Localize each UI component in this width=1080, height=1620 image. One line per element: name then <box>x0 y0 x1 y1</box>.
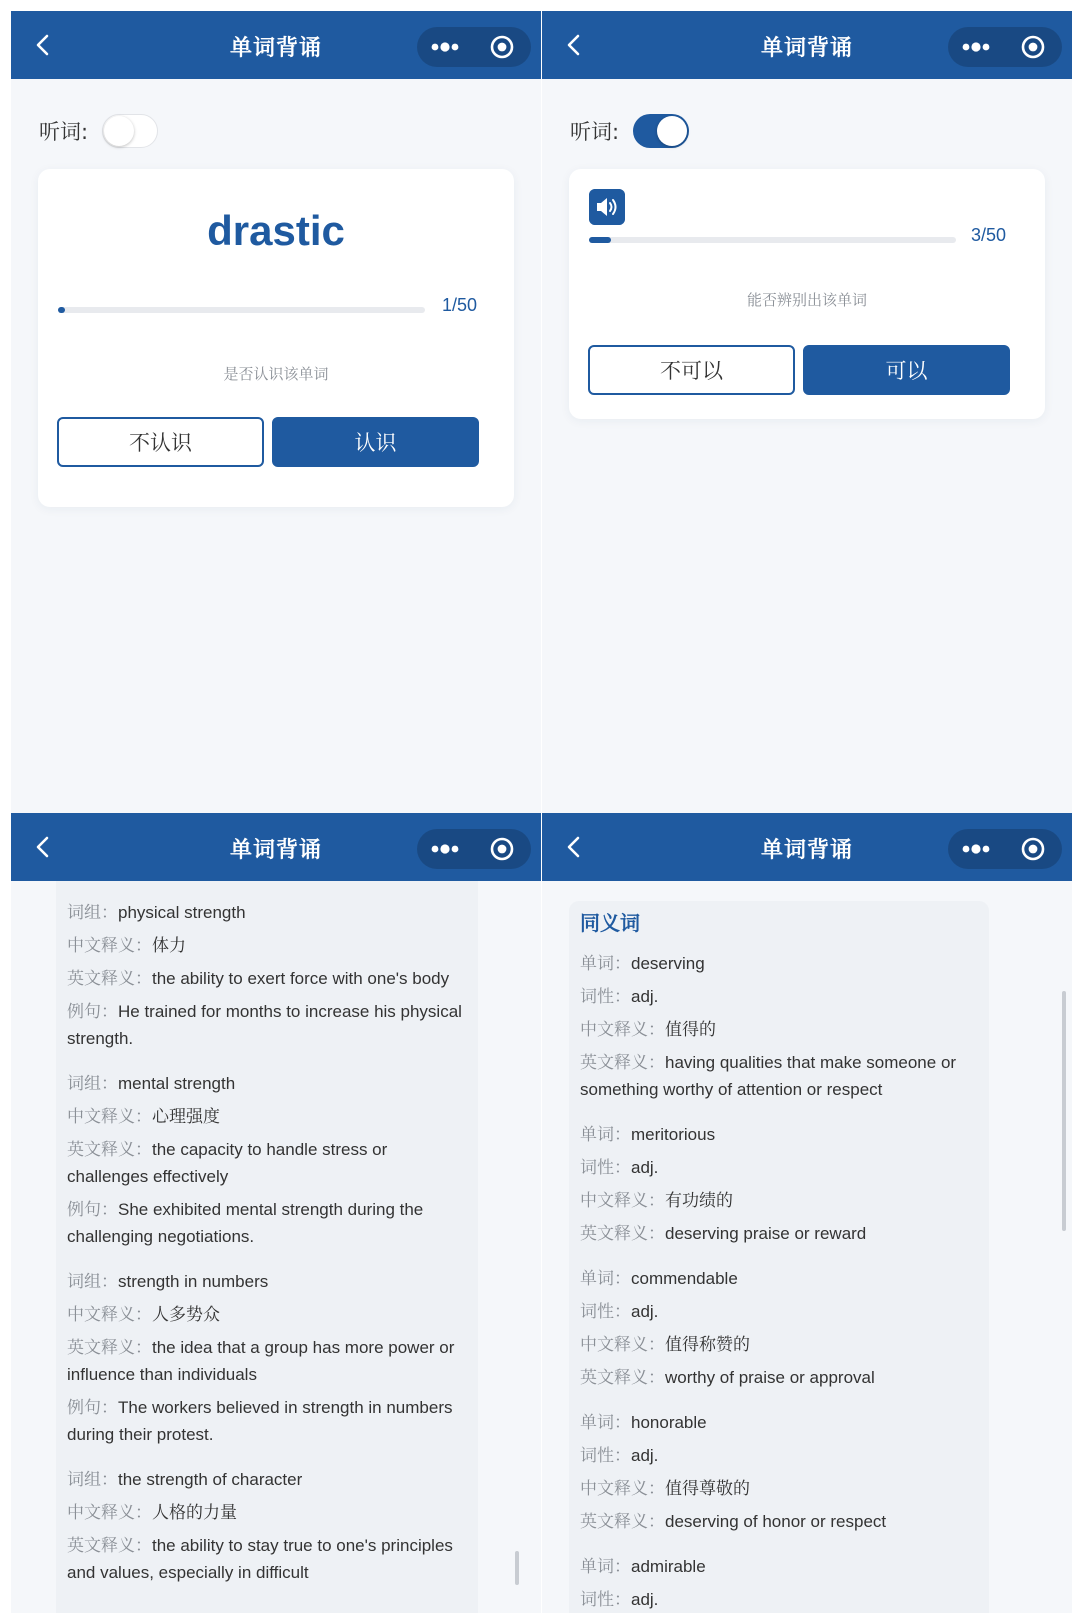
word-line: 单词：honorable <box>580 1413 707 1432</box>
screen-listening <box>542 11 1072 816</box>
en-meaning-line: 英文释义：the ability to exert force with one's body <box>67 969 450 988</box>
pos-line: 词性：adj. <box>580 1590 659 1609</box>
word-line: 单词：meritorious <box>580 1125 716 1144</box>
listen-toggle[interactable] <box>633 114 689 148</box>
question-hint: 能否辨别出该单词 <box>746 291 867 309</box>
page-title: 单词背诵 <box>229 838 322 863</box>
example-line: 例句：The workers believed in strength in numbers during their protest. <box>67 1398 453 1444</box>
screen-synonyms <box>542 813 1072 1613</box>
phrases-block <box>56 881 478 1613</box>
page-title: 单词背诵 <box>760 36 853 61</box>
phrase-item <box>67 1466 469 1586</box>
cannot-button[interactable]: 不可以 <box>588 345 795 395</box>
more-dots-icon[interactable] <box>417 27 474 67</box>
navbar <box>542 813 1072 881</box>
cn-meaning-line: 中文释义：有功绩的 <box>580 1191 733 1210</box>
phrase-list <box>67 899 469 1604</box>
synonym-item <box>580 1553 980 1613</box>
scrollbar[interactable] <box>1062 991 1066 1231</box>
cn-meaning-line: 中文释义：人格的力量 <box>67 1503 237 1522</box>
phrase-item <box>67 899 469 1052</box>
navbar <box>542 11 1072 79</box>
page-title: 单词背诵 <box>229 36 322 61</box>
en-meaning-line: 英文释义：deserving of honor or respect <box>580 1512 887 1531</box>
pos-line: 词性：adj. <box>580 1302 659 1321</box>
word-line: 单词：deserving <box>580 954 705 973</box>
progress-fill <box>58 307 65 313</box>
synonyms-block <box>569 901 989 1613</box>
screen-word-recognition <box>11 11 541 816</box>
page-title: 单词背诵 <box>760 838 853 863</box>
progress-bar <box>58 307 425 313</box>
cn-meaning-line: 中文释义：人多势众 <box>67 1305 220 1324</box>
synonym-item <box>580 1265 980 1391</box>
cn-meaning-line: 中文释义：值得的 <box>580 1020 716 1039</box>
phrases-scroll-area[interactable] <box>11 881 541 1613</box>
progress-count: 3/50 <box>971 225 1007 245</box>
screen-phrases <box>11 813 541 1613</box>
cn-meaning-line: 中文释义：体力 <box>67 936 186 955</box>
toggle-knob <box>657 116 687 146</box>
en-meaning-line: 英文释义：having qualities that make someone or something worthy of attention or respect <box>580 1053 957 1099</box>
phrase-line: 词组：the strength of character <box>67 1470 303 1489</box>
target-circle-icon[interactable] <box>474 27 531 67</box>
en-meaning-line: 英文释义：the idea that a group has more power or influence than individuals <box>67 1338 455 1384</box>
section-title: 同义词 <box>580 913 640 935</box>
phrase-line: 词组：physical strength <box>67 903 246 922</box>
pos-line: 词性：adj. <box>580 987 659 1006</box>
target-circle-icon[interactable] <box>1005 27 1062 67</box>
en-meaning-line: 英文释义：the capacity to handle stress or challenges effectively <box>67 1140 388 1186</box>
en-meaning-line: 英文释义：worthy of praise or approval <box>580 1368 875 1387</box>
listen-label: 听词: <box>39 120 89 144</box>
pos-line: 词性：adj. <box>580 1446 659 1465</box>
progress-bar <box>589 237 956 243</box>
more-dots-icon[interactable] <box>417 829 474 869</box>
phrase-item <box>67 1268 469 1448</box>
synonyms-scroll-area[interactable] <box>542 881 1072 1613</box>
toggle-knob <box>104 116 134 146</box>
synonym-item <box>580 1121 980 1247</box>
example-line: 例句：She exhibited mental strength during the challenging negotiations. <box>67 1200 424 1246</box>
mini-program-capsule <box>417 27 531 67</box>
listen-label: 听词: <box>570 120 620 144</box>
progress-fill <box>589 237 611 243</box>
known-button[interactable]: 认识 <box>272 417 479 467</box>
en-meaning-line: 英文释义：deserving praise or reward <box>580 1224 867 1243</box>
cn-meaning-line: 中文释义：值得尊敬的 <box>580 1479 750 1498</box>
synonym-item <box>580 1409 980 1535</box>
listen-toggle[interactable] <box>102 114 158 148</box>
word-text: drastic <box>207 207 345 254</box>
word-card <box>38 169 514 507</box>
cn-meaning-line: 中文释义：心理强度 <box>67 1107 220 1126</box>
example-line: 例句：He trained for months to increase his physical strength. <box>67 1002 462 1048</box>
speaker-icon[interactable] <box>589 189 625 225</box>
mini-program-capsule <box>948 829 1062 869</box>
target-circle-icon[interactable] <box>474 829 531 869</box>
synonym-list <box>580 911 980 1613</box>
phrase-line: 词组：strength in numbers <box>67 1272 269 1291</box>
progress-count: 1/50 <box>442 295 478 315</box>
listen-card <box>569 169 1045 419</box>
cn-meaning-line: 中文释义：值得称赞的 <box>580 1335 750 1354</box>
phrase-line: 词组：mental strength <box>67 1074 236 1093</box>
synonym-item <box>580 950 980 1103</box>
mini-program-capsule <box>417 829 531 869</box>
can-button[interactable]: 可以 <box>803 345 1010 395</box>
navbar <box>11 813 541 881</box>
unknown-button[interactable]: 不认识 <box>57 417 264 467</box>
pos-line: 词性：adj. <box>580 1158 659 1177</box>
question-hint: 是否认识该单词 <box>223 365 329 383</box>
navbar <box>11 11 541 79</box>
en-meaning-line: 英文释义：the ability to stay true to one's principles and values, especially in difficult <box>67 1536 453 1582</box>
target-circle-icon[interactable] <box>1005 829 1062 869</box>
word-line: 单词：commendable <box>580 1269 738 1288</box>
scrollbar[interactable] <box>515 1551 519 1585</box>
mini-program-capsule <box>948 27 1062 67</box>
more-dots-icon[interactable] <box>948 829 1005 869</box>
phrase-item <box>67 1070 469 1250</box>
more-dots-icon[interactable] <box>948 27 1005 67</box>
listen-row <box>39 111 158 151</box>
word-line: 单词：admirable <box>580 1557 706 1576</box>
listen-row <box>570 111 689 151</box>
